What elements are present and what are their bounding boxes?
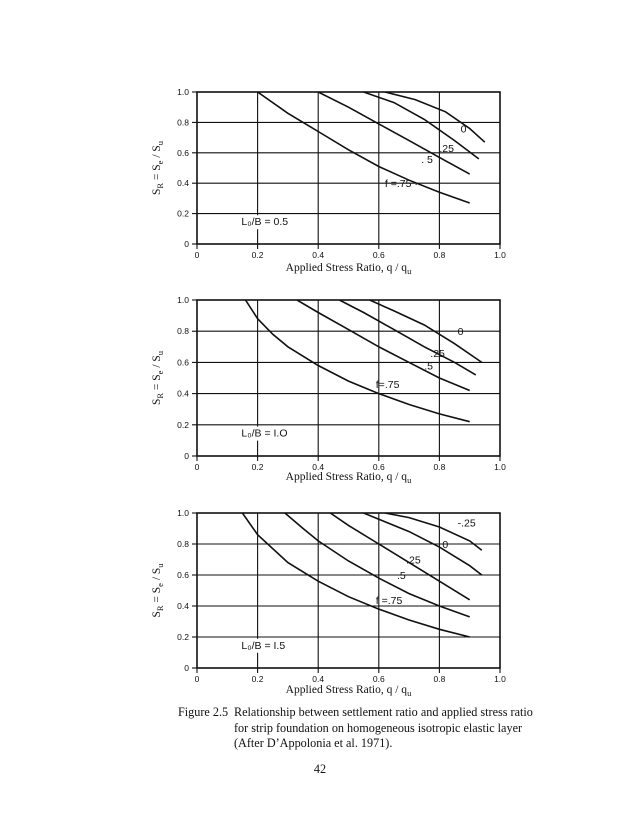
y-tick-label: 0.6 [177, 357, 189, 368]
y-tick-label: 0.6 [177, 147, 189, 158]
y-tick-label: 0.8 [177, 326, 189, 337]
x-tick-label: 0.4 [312, 674, 325, 684]
y-tick-label: 0.6 [177, 570, 189, 580]
x-tick-label: 1.0 [494, 462, 506, 472]
x-tick-label: 0.2 [251, 462, 264, 472]
x-tick-label: 1.0 [494, 674, 506, 684]
y-tick-label: 0.2 [177, 632, 189, 642]
x-axis-label-subscript: u [407, 688, 412, 698]
y-axis-label-part: = S [151, 374, 163, 393]
y-axis-label-part: S [151, 611, 163, 618]
curve-f-f75 [246, 300, 470, 422]
chart-panel-1 [151, 87, 506, 276]
x-tick-label: 0.4 [312, 250, 325, 260]
x-axis-label-subscript: u [407, 475, 412, 485]
y-axis-label-part: e [155, 160, 165, 165]
x-tick-label: 0.8 [433, 674, 446, 684]
curve-label: .5 [424, 360, 434, 373]
y-axis-label-part: S [151, 188, 163, 196]
curve-label: f=.75 [375, 379, 400, 392]
curve-f-5 [297, 300, 470, 391]
x-axis-label: Applied Stress Ratio, q / $q_u$ [285, 684, 412, 698]
x-axis-label: Applied Stress Ratio, q / $q_u$ [285, 262, 412, 276]
y-axis-label-part: u [155, 350, 165, 356]
y-axis-label-part: / S [151, 145, 163, 161]
x-tick-label: 0 [194, 674, 200, 684]
y-axis-label-part: e [155, 583, 165, 587]
y-tick-label: 0 [184, 663, 189, 673]
y-tick-label: 0.8 [177, 539, 189, 549]
caption-line-1: Relationship between settlement ratio and applied stress ratio [234, 705, 533, 719]
x-tick-label: 0.2 [251, 674, 264, 684]
y-axis-label-part: = S [151, 586, 163, 606]
chart-panel-3 [151, 508, 506, 698]
y-axis-label-part: u [155, 140, 165, 146]
y-tick-label: 1.0 [177, 508, 189, 518]
curve-f-25 [330, 513, 469, 600]
x-tick-label: 0.6 [372, 250, 385, 260]
y-axis-label [151, 563, 165, 618]
x-axis-label-subscript: u [407, 266, 412, 276]
y-tick-label: 0 [184, 451, 189, 461]
x-tick-label: 0.8 [433, 250, 446, 260]
x-tick-label: 0.8 [433, 462, 446, 472]
y-tick-label: 0.2 [177, 419, 189, 430]
y-tick-label: 0.4 [177, 388, 189, 399]
figure-caption [178, 705, 578, 752]
curve-label: f =.75 [375, 594, 403, 607]
curve-f-25 [339, 300, 475, 375]
y-axis-label-part: u [155, 563, 165, 568]
y-axis-label-part: / S [151, 567, 163, 584]
y-tick-label: 0.4 [177, 601, 189, 611]
x-tick-label: 0.2 [251, 250, 264, 260]
caption-figure-label: Figure 2.5 [178, 705, 229, 719]
chart-panel-2 [151, 295, 506, 485]
y-axis-label-part: S [151, 398, 163, 406]
y-tick-label: 0.8 [177, 117, 189, 128]
y-tick-label: 1.0 [177, 295, 189, 305]
caption-line-3: (After D’Appolonia et al. 1971). [234, 736, 393, 750]
curve-label: 0 [457, 326, 464, 339]
caption-line-2: for strip foundation on homogeneous isotropic elastic layer [234, 720, 523, 735]
y-tick-label: 0.4 [177, 178, 189, 189]
curve-label: -.25 [457, 517, 476, 530]
curve-label: 0 [442, 539, 449, 551]
y-axis-label-part: / S [151, 355, 163, 371]
curve-f-5 [318, 92, 470, 174]
curve-label: f =.75 · [384, 178, 418, 191]
panel-label: L₀/B = I.O [241, 427, 288, 440]
x-tick-label: 0 [194, 250, 200, 260]
curve-label: . 5 [421, 153, 433, 166]
y-tick-label: 1.0 [177, 87, 189, 97]
x-tick-label: 0.4 [312, 462, 325, 472]
y-axis-label-part: R [155, 392, 165, 399]
y-axis-label-part: = S [151, 164, 163, 183]
y-axis-label-part: R [155, 182, 165, 189]
x-tick-label: 0 [194, 462, 200, 472]
panel-label: L₀/B = 0.5 [241, 216, 289, 229]
y-axis-label [151, 350, 165, 405]
y-tick-label: 0.2 [177, 208, 189, 219]
curve-label: .25 [439, 143, 455, 156]
y-axis-label-part: R [155, 605, 165, 612]
curve-label: 0 [460, 123, 467, 136]
x-tick-label: 0.6 [372, 462, 385, 472]
x-tick-label: 0.6 [372, 674, 385, 684]
curve-label: .25 [430, 348, 445, 361]
y-axis-label [151, 140, 165, 195]
curve-label: .5 [396, 570, 406, 582]
page-number: 42 [313, 762, 327, 776]
y-axis-label-part: e [155, 370, 165, 375]
y-tick-label: 0 [184, 239, 189, 249]
panel-label: L₀/B = I.5 [241, 639, 286, 652]
curve-label: .25 [406, 554, 421, 567]
x-axis-label: Applied Stress Ratio, q / $q_u$ [285, 471, 412, 485]
x-tick-label: 1.0 [494, 250, 506, 260]
